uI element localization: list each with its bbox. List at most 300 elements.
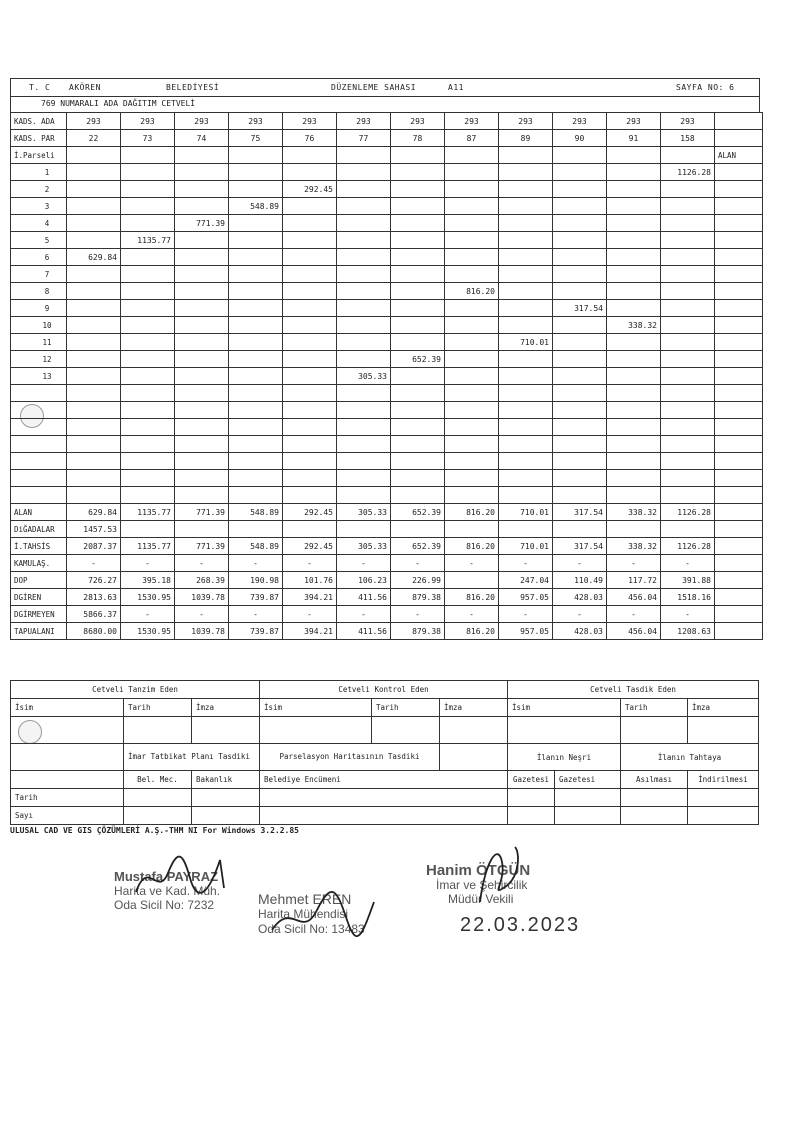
blank-row — [11, 402, 763, 419]
table-cell: 247.04 — [499, 572, 553, 589]
table-cell: 76 — [283, 130, 337, 147]
blank-cell — [499, 215, 553, 232]
table-cell: - — [553, 555, 607, 572]
blank-cell — [175, 317, 229, 334]
blank-cell — [445, 266, 499, 283]
table-cell: 1126.28 — [661, 504, 715, 521]
blank-cell — [121, 351, 175, 368]
blank-cell — [260, 807, 508, 825]
blank-cell — [715, 453, 763, 470]
parcel-number: 10 — [11, 317, 67, 334]
blank-cell — [445, 402, 499, 419]
blank-cell — [121, 249, 175, 266]
blank-cell — [67, 334, 121, 351]
blank-cell — [499, 402, 553, 419]
row-label: İ.TAHSİS — [11, 538, 67, 555]
parcel-row — [11, 164, 763, 181]
blank-cell — [553, 368, 607, 385]
row-label: DOP — [11, 572, 67, 589]
blank-cell — [715, 317, 763, 334]
table-cell: 1208.63 — [661, 623, 715, 640]
stamp-registry: Oda Sicil No: 7232 — [114, 898, 215, 912]
blank-cell — [121, 300, 175, 317]
blank-cell — [688, 807, 759, 825]
blank-cell — [499, 198, 553, 215]
blank-cell — [391, 453, 445, 470]
parcel-area: 771.39 — [175, 215, 229, 232]
blank-cell — [229, 266, 283, 283]
blank-cell — [283, 470, 337, 487]
blank-cell — [499, 436, 553, 453]
blank-cell — [175, 283, 229, 300]
blank-cell — [607, 215, 661, 232]
blank-cell — [11, 385, 67, 402]
stamp-role: Müdür Vekili — [448, 892, 514, 906]
blank-cell — [661, 351, 715, 368]
parcel-number: 3 — [11, 198, 67, 215]
blank-cell — [715, 572, 763, 589]
blank-cell — [553, 402, 607, 419]
table-cell: 456.04 — [607, 589, 661, 606]
blank-cell — [445, 164, 499, 181]
table-cell: 190.98 — [229, 572, 283, 589]
blank-cell — [337, 147, 391, 164]
table-cell: 1518.16 — [661, 589, 715, 606]
table-cell: 816.20 — [445, 623, 499, 640]
blank-cell — [337, 385, 391, 402]
table-cell: - — [445, 606, 499, 623]
blank-cell — [175, 266, 229, 283]
blank-cell — [283, 317, 337, 334]
blank-cell — [67, 470, 121, 487]
blank-cell — [67, 266, 121, 283]
table-cell: 394.21 — [283, 623, 337, 640]
blank-cell — [121, 283, 175, 300]
blank-cell — [607, 232, 661, 249]
blank-cell — [499, 232, 553, 249]
blank-cell — [555, 807, 621, 825]
table-cell: 293 — [229, 113, 283, 130]
blank-cell — [67, 147, 121, 164]
blank-cell — [391, 436, 445, 453]
blank-cell — [283, 436, 337, 453]
blank-cell — [715, 181, 763, 198]
blank-cell — [715, 538, 763, 555]
blank-cell — [337, 402, 391, 419]
blank-cell — [11, 436, 67, 453]
blank-cell — [67, 164, 121, 181]
blank-cell — [283, 215, 337, 232]
table-cell: 293 — [607, 113, 661, 130]
blank-cell — [607, 283, 661, 300]
blank-cell — [553, 181, 607, 198]
table-cell: 879.38 — [391, 623, 445, 640]
table-cell: 293 — [445, 113, 499, 130]
blank-cell — [11, 402, 67, 419]
signature-table — [10, 680, 759, 825]
blank-cell — [121, 385, 175, 402]
subheader-title: 769 NUMARALI ADA DAĞITIM CETVELİ — [41, 99, 196, 108]
blank-cell — [499, 453, 553, 470]
blank-cell — [445, 470, 499, 487]
blank-cell — [121, 368, 175, 385]
blank-cell — [553, 385, 607, 402]
blank-cell — [175, 453, 229, 470]
summary-row — [11, 572, 763, 589]
parcel-row — [11, 351, 763, 368]
parcel-row — [11, 300, 763, 317]
document-subheader — [10, 95, 760, 113]
parcel-number: 8 — [11, 283, 67, 300]
blank-cell — [607, 249, 661, 266]
blank-cell — [175, 470, 229, 487]
blank-cell — [337, 215, 391, 232]
handwritten-date: 22.03.2023 — [460, 914, 581, 936]
blank-cell — [229, 334, 283, 351]
row-label: KADS. ADA — [11, 113, 67, 130]
blank-cell — [192, 789, 260, 807]
summary-row — [11, 521, 763, 538]
table-cell: 293 — [499, 113, 553, 130]
table-cell: 391.88 — [661, 572, 715, 589]
kads-par-row — [11, 130, 763, 147]
prepared-signature-label: İmza — [192, 699, 260, 717]
blank-cell — [499, 147, 553, 164]
table-cell: 548.89 — [229, 504, 283, 521]
table-cell: 1530.95 — [121, 589, 175, 606]
table-cell — [445, 572, 499, 589]
blank-cell — [229, 249, 283, 266]
blank-row — [11, 487, 763, 504]
blank-cell — [661, 487, 715, 504]
blank-cell — [283, 453, 337, 470]
approved-by-header: Cetveli Tasdik Eden — [508, 681, 759, 699]
blank-cell — [260, 717, 372, 744]
header-town: AKÖREN — [69, 83, 101, 92]
parcel-area: 652.39 — [391, 351, 445, 368]
parcel-number: 4 — [11, 215, 67, 232]
table-cell: 771.39 — [175, 504, 229, 521]
prepared-name-label: İsim — [11, 699, 124, 717]
parcel-number: 11 — [11, 334, 67, 351]
blank-cell — [621, 789, 688, 807]
row-label: ALAN — [11, 504, 67, 521]
newspaper-label-1: Gazetesi — [508, 771, 555, 789]
parcel-row — [11, 283, 763, 300]
blank-cell — [715, 113, 763, 130]
parcel-area: 1126.28 — [661, 164, 715, 181]
table-cell: 110.49 — [553, 572, 607, 589]
blank-cell — [715, 419, 763, 436]
table-cell: 1039.78 — [175, 589, 229, 606]
parcel-number: 12 — [11, 351, 67, 368]
blank-cell — [175, 249, 229, 266]
blank-cell — [661, 266, 715, 283]
blank-cell — [715, 266, 763, 283]
blank-cell — [391, 198, 445, 215]
table-cell: 75 — [229, 130, 283, 147]
blank-cell — [337, 283, 391, 300]
parcel-area: 292.45 — [283, 181, 337, 198]
table-cell: 305.33 — [337, 504, 391, 521]
table-cell: - — [175, 606, 229, 623]
blank-row — [11, 470, 763, 487]
blank-cell — [661, 317, 715, 334]
blank-cell — [283, 334, 337, 351]
blank-cell — [337, 470, 391, 487]
table-cell: 1457.53 — [67, 521, 121, 538]
blank-cell — [229, 300, 283, 317]
checked-date-label: Tarih — [372, 699, 440, 717]
blank-cell — [715, 164, 763, 181]
blank-cell — [67, 181, 121, 198]
blank-cell — [283, 351, 337, 368]
blank-cell — [11, 717, 124, 744]
blank-cell — [661, 453, 715, 470]
blank-cell — [229, 419, 283, 436]
table-cell: 305.33 — [337, 538, 391, 555]
newspaper-label-2: Gazetesi — [555, 771, 621, 789]
blank-cell — [715, 402, 763, 419]
date-row-label: Tarih — [11, 789, 124, 807]
parcel-area: 816.20 — [445, 283, 499, 300]
blank-cell — [553, 334, 607, 351]
table-cell: 428.03 — [553, 623, 607, 640]
table-cell: 1126.28 — [661, 538, 715, 555]
blank-cell — [607, 147, 661, 164]
blank-cell — [715, 555, 763, 572]
blank-cell — [553, 487, 607, 504]
blank-cell — [715, 623, 763, 640]
table-cell: - — [337, 606, 391, 623]
table-cell: - — [445, 555, 499, 572]
table-cell: 293 — [553, 113, 607, 130]
summary-row — [11, 538, 763, 555]
summary-row — [11, 623, 763, 640]
table-cell: - — [553, 606, 607, 623]
blank-cell — [661, 249, 715, 266]
prepared-by-header: Cetveli Tanzim Eden — [11, 681, 260, 699]
approved-name-label: İsim — [508, 699, 621, 717]
blank-cell — [391, 215, 445, 232]
announcement-board-label: İlanın Tahtaya — [621, 744, 759, 771]
blank-cell — [499, 419, 553, 436]
blank-cell — [445, 334, 499, 351]
blank-cell — [715, 215, 763, 232]
blank-cell — [553, 470, 607, 487]
announcement-publication-label: İlanın Neşri — [508, 744, 621, 771]
blank-cell — [661, 198, 715, 215]
summary-row — [11, 589, 763, 606]
blank-row — [11, 419, 763, 436]
blank-cell — [67, 317, 121, 334]
stamp-title: Harita ve Kad. Müh. — [114, 884, 221, 898]
blank-cell — [11, 453, 67, 470]
blank-cell — [67, 402, 121, 419]
header-tc: T. C — [29, 83, 51, 92]
blank-cell — [391, 249, 445, 266]
blank-cell — [337, 334, 391, 351]
parcel-number: 6 — [11, 249, 67, 266]
table-cell: 957.05 — [499, 623, 553, 640]
blank-cell — [607, 487, 661, 504]
table-cell: 710.01 — [499, 538, 553, 555]
table-cell: - — [229, 555, 283, 572]
blank-cell — [715, 283, 763, 300]
blank-cell — [121, 164, 175, 181]
parcel-area: 338.32 — [607, 317, 661, 334]
summary-row — [11, 504, 763, 521]
blank-cell — [499, 470, 553, 487]
blank-cell — [661, 470, 715, 487]
parcel-row — [11, 249, 763, 266]
blank-cell — [553, 147, 607, 164]
stamp-registry: Oda Sicil No: 13483 — [258, 922, 365, 936]
table-cell: 292.45 — [283, 504, 337, 521]
blank-cell — [337, 300, 391, 317]
blank-cell — [445, 198, 499, 215]
parcel-row — [11, 181, 763, 198]
blank-cell — [445, 453, 499, 470]
parcel-row — [11, 215, 763, 232]
blank-cell — [67, 453, 121, 470]
table-cell: - — [607, 606, 661, 623]
blank-cell — [124, 807, 192, 825]
blank-cell — [445, 385, 499, 402]
signature-mark — [470, 842, 530, 912]
removal-label: İndirilmesi — [688, 771, 759, 789]
row-label: DGİRMEYEN — [11, 606, 67, 623]
blank-cell — [337, 317, 391, 334]
table-cell: 629.84 — [67, 504, 121, 521]
blank-cell — [553, 198, 607, 215]
blank-cell — [121, 453, 175, 470]
blank-cell — [391, 283, 445, 300]
blank-cell — [715, 470, 763, 487]
table-cell — [283, 521, 337, 538]
iparsel-header-row — [11, 147, 763, 164]
blank-cell — [391, 334, 445, 351]
table-cell — [337, 521, 391, 538]
software-footer: ULUSAL CAD VE GIS ÇÖZÜMLERİ A.Ş.-THM NI For Windows 3.2.2.85 — [10, 826, 299, 835]
table-cell: 710.01 — [499, 504, 553, 521]
blank-cell — [607, 164, 661, 181]
blank-cell — [607, 198, 661, 215]
parcel-number: 1 — [11, 164, 67, 181]
table-cell: 394.21 — [283, 589, 337, 606]
parcel-number: 7 — [11, 266, 67, 283]
blank-cell — [175, 334, 229, 351]
blank-cell — [121, 334, 175, 351]
table-cell: - — [283, 606, 337, 623]
blank-cell — [499, 181, 553, 198]
blank-cell — [715, 504, 763, 521]
parcel-row — [11, 334, 763, 351]
blank-cell — [283, 402, 337, 419]
row-label: İ.Parseli — [11, 147, 67, 164]
blank-cell — [121, 436, 175, 453]
stamp-name: Mustafa PAYRAZ — [114, 869, 219, 884]
blank-cell — [337, 487, 391, 504]
table-cell: 90 — [553, 130, 607, 147]
blank-cell — [121, 317, 175, 334]
blank-cell — [715, 334, 763, 351]
blank-cell — [124, 717, 192, 744]
table-cell: 411.56 — [337, 623, 391, 640]
blank-cell — [553, 266, 607, 283]
blank-cell — [121, 198, 175, 215]
table-cell: - — [499, 555, 553, 572]
blank-cell — [391, 385, 445, 402]
blank-cell — [229, 470, 283, 487]
blank-cell — [553, 215, 607, 232]
table-cell: 77 — [337, 130, 391, 147]
blank-cell — [175, 164, 229, 181]
table-cell: 117.72 — [607, 572, 661, 589]
table-cell: - — [661, 555, 715, 572]
blank-cell — [607, 351, 661, 368]
blank-cell — [445, 249, 499, 266]
blank-cell — [445, 215, 499, 232]
committee-label: Belediye Encümeni — [260, 771, 508, 789]
blank-cell — [715, 487, 763, 504]
blank-cell — [661, 215, 715, 232]
blank-cell — [175, 487, 229, 504]
distribution-table — [10, 112, 763, 640]
blank-cell — [283, 249, 337, 266]
blank-cell — [229, 283, 283, 300]
blank-cell — [391, 266, 445, 283]
table-cell: 293 — [391, 113, 445, 130]
table-cell: 2813.63 — [67, 589, 121, 606]
blank-cell — [445, 436, 499, 453]
table-cell: 771.39 — [175, 538, 229, 555]
blank-cell — [553, 436, 607, 453]
blank-cell — [391, 402, 445, 419]
blank-cell — [661, 334, 715, 351]
blank-cell — [229, 147, 283, 164]
table-cell: 293 — [175, 113, 229, 130]
blank-cell — [337, 453, 391, 470]
table-cell: - — [391, 606, 445, 623]
blank-cell — [499, 266, 553, 283]
blank-cell — [229, 317, 283, 334]
parcel-area: 317.54 — [553, 300, 607, 317]
table-cell: 293 — [121, 113, 175, 130]
blank-cell — [661, 402, 715, 419]
blank-cell — [391, 487, 445, 504]
blank-cell — [661, 368, 715, 385]
blank-cell — [337, 419, 391, 436]
blank-cell — [337, 181, 391, 198]
parcel-number: 2 — [11, 181, 67, 198]
table-cell — [121, 521, 175, 538]
blank-cell — [621, 717, 688, 744]
table-cell: 428.03 — [553, 589, 607, 606]
blank-cell — [715, 249, 763, 266]
table-cell: - — [67, 555, 121, 572]
table-cell: 1135.77 — [121, 504, 175, 521]
blank-cell — [661, 181, 715, 198]
blank-cell — [661, 385, 715, 402]
parcel-area: 548.89 — [229, 198, 283, 215]
table-cell: 292.45 — [283, 538, 337, 555]
row-label: DGİREN — [11, 589, 67, 606]
table-cell — [229, 521, 283, 538]
blank-cell — [508, 789, 555, 807]
table-cell: 2087.37 — [67, 538, 121, 555]
header-area: DÜZENLEME SAHASI — [331, 83, 417, 92]
